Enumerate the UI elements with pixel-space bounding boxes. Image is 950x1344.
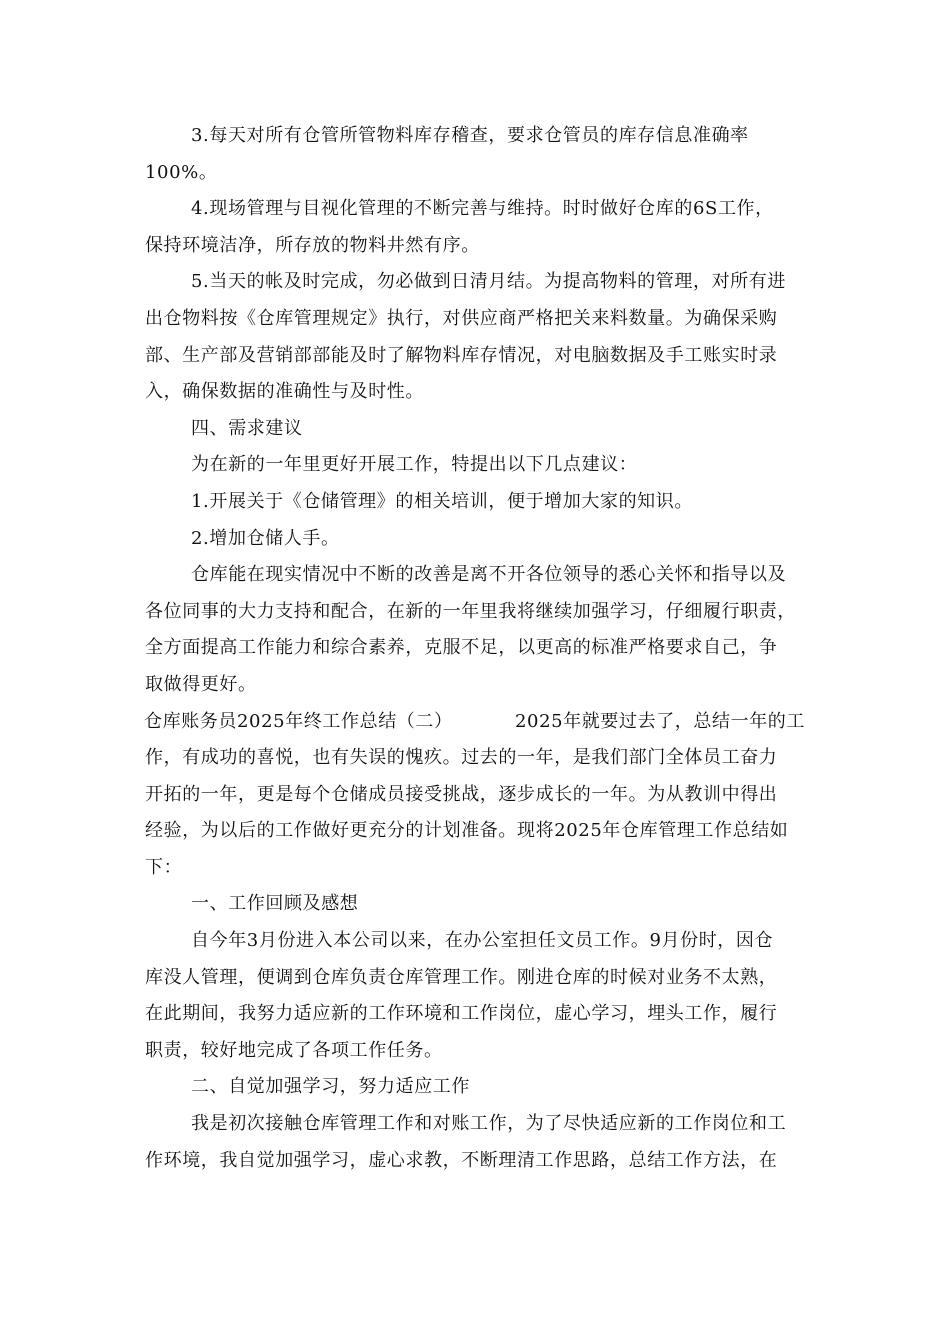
paragraph-line: 入，确保数据的准确性与及时性。 bbox=[145, 381, 424, 403]
section-heading: 四、需求建议 bbox=[191, 417, 303, 439]
paragraph-line: 各位同事的大力支持和配合，在新的一年里我将继续加强学习，仔细履行职责， bbox=[145, 600, 796, 622]
paragraph-line: 3.每天对所有仓管所管物料库存稽查，要求仓管员的库存信息准确率 bbox=[191, 125, 749, 146]
paragraph-line: 部、生产部及营销部部能及时了解物料库存情况，对电脑数据及手工账实时录 bbox=[145, 344, 778, 366]
document-title: 仓库账务员2025年终工作总结（二） bbox=[144, 710, 453, 732]
paragraph-line: 5.当天的帐及时完成，勿必做到日清月结。为提高物料的管理，对所有进 bbox=[191, 271, 786, 293]
paragraph-line: 2025年就要过去了，总结一年的工 bbox=[515, 710, 806, 732]
list-item: 1.开展关于《仓储管理》的相关培训，便于增加大家的知识。 bbox=[191, 490, 693, 512]
paragraph-line: 开拓的一年，更是每个仓储成员接受挑战，逐步成长的一年。为从教训中得出 bbox=[145, 783, 778, 805]
paragraph-line: 为在新的一年里更好开展工作，特提出以下几点建议： bbox=[191, 454, 638, 476]
paragraph-line: 我是初次接触仓库管理工作和对账工作，为了尽快适应新的工作岗位和工 bbox=[191, 1113, 787, 1135]
paragraph-line: 出仓物料按《仓库管理规定》执行，对供应商严格把关来料数量。为确保采购 bbox=[145, 307, 778, 329]
paragraph-line: 仓库能在现实情况中不断的改善是离不开各位领导的悉心关怀和指导以及 bbox=[191, 564, 787, 586]
paragraph-line: 100%。 bbox=[145, 161, 218, 183]
paragraph-line: 经验，为以后的工作做好更充分的计划准备。现将2025年仓库管理工作总结如 bbox=[145, 820, 789, 842]
list-item: 2.增加仓储人手。 bbox=[191, 527, 340, 549]
paragraph-line: 作，有成功的喜悦，也有失误的愧疚。过去的一年，是我们部门全体员工奋力 bbox=[145, 747, 778, 769]
paragraph-line: 在此期间，我努力适应新的工作环境和工作岗位，虚心学习，埋头工作，履行 bbox=[145, 1003, 778, 1025]
paragraph-line: 自今年3月份进入本公司以来，在办公室担任文员工作。9月份时，因仓 bbox=[191, 930, 774, 952]
document-body bbox=[145, 118, 810, 1179]
paragraph-line: 下： bbox=[145, 856, 183, 878]
paragraph-line: 库没人管理，便调到仓库负责仓库管理工作。刚进仓库的时候对业务不太熟， bbox=[145, 966, 778, 988]
paragraph-line: 作环境，我自觉加强学习，虚心求教，不断理清工作思路，总结工作方法，在 bbox=[145, 1149, 778, 1171]
section-heading: 二、自觉加强学习，努力适应工作 bbox=[191, 1076, 470, 1098]
section-heading: 一、工作回顾及感想 bbox=[191, 893, 359, 915]
paragraph-line: 保持环境洁净，所存放的物料井然有序。 bbox=[145, 234, 480, 256]
paragraph-line: 4.现场管理与目视化管理的不断完善与维持。时时做好仓库的6S工作， bbox=[191, 198, 774, 220]
paragraph-line: 职责，较好地完成了各项工作任务。 bbox=[145, 1039, 443, 1061]
paragraph-line: 全方面提高工作能力和综合素养，克服不足，以更高的标准严格要求自己，争 bbox=[145, 637, 778, 659]
paragraph-line: 取做得更好。 bbox=[145, 673, 257, 695]
document-title-line bbox=[145, 704, 810, 741]
